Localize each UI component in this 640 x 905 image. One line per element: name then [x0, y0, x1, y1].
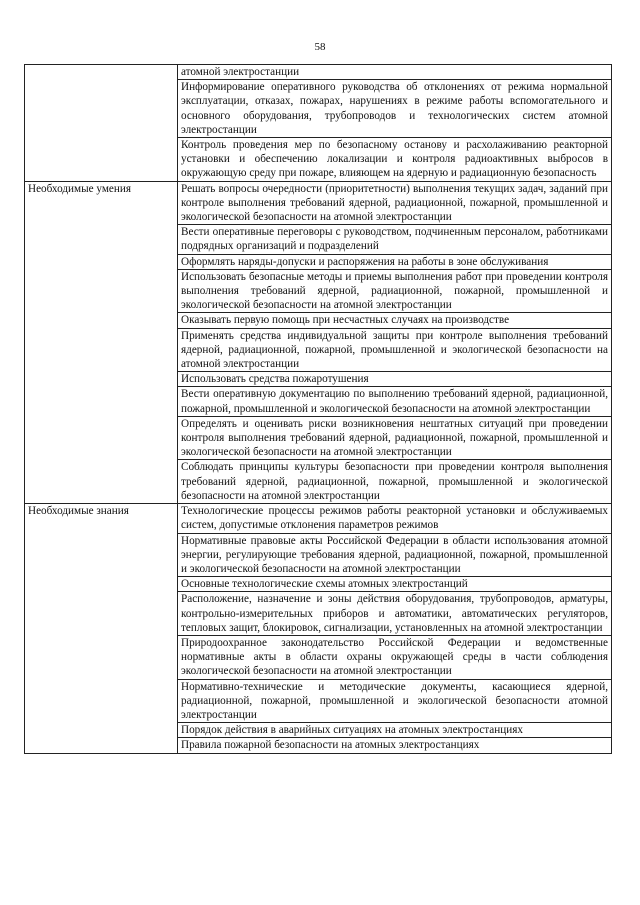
requirement-item: Применять средства индивидуальной защиты при контроле выполнения требований ядерной, радиационной, пожарной, промышленной и экологической безопасности на атомной электростанции — [178, 328, 612, 372]
requirement-item: Вести оперативные переговоры с руководством, подчиненным персоналом, работниками подрядных организаций и подразделений — [178, 225, 612, 254]
requirement-item: Оформлять наряды-допуски и распоряжения на работы в зоне обслуживания — [178, 254, 612, 269]
section-label — [25, 65, 178, 182]
requirement-item: Порядок действия в аварийных ситуациях на атомных электростанциях — [178, 723, 612, 738]
requirement-item: Основные технологические схемы атомных электростанций — [178, 577, 612, 592]
requirement-item: Решать вопросы очередности (приоритетности) выполнения текущих задач, заданий при контроле выполнения требований ядерной, радиационной, пожарной, промышленной и экологической безопасности на атомной электростанции — [178, 181, 612, 225]
requirements-table-body — [25, 65, 612, 754]
requirement-item: Нормативные правовые акты Российской Федерации в области использования атомной энергии, регулирующие требования ядерной, радиационной, пожарной, промышленной и экологической безопасности на атомной электростанции — [178, 533, 612, 577]
requirement-item: Природоохранное законодательство Российской Федерации и ведомственные нормативные акты в области охраны окружающей среды в части соблюдения экологической безопасности на атомной электростанции — [178, 635, 612, 679]
requirement-item: Использовать средства пожаротушения — [178, 372, 612, 387]
requirement-item: Контроль проведения мер по безопасному останову и расхолаживанию реакторной установки и обеспечению локализации и контроля радиоактивных выбросов в окружающую среду при пожаре, влияющем на ядерную и радиационную безопасность — [178, 138, 612, 182]
section-label: Необходимые умения — [25, 181, 178, 503]
requirement-item: Соблюдать принципы культуры безопасности при проведении контроля выполнения требований ядерной, радиационной, пожарной, промышленной и экологической безопасности на атомной электростанции — [178, 460, 612, 504]
requirement-item: Расположение, назначение и зоны действия оборудования, трубопроводов, арматуры, контрольно-измерительных приборов и автоматики, автоматических регуляторов, тепловых защит, блокировок, сигнализации, установленных на атомной электростанции — [178, 592, 612, 636]
requirement-item: Правила пожарной безопасности на атомных электростанциях — [178, 738, 612, 753]
requirement-item: Оказывать первую помощь при несчастных случаях на производстве — [178, 313, 612, 328]
page-number: 58 — [314, 41, 326, 53]
requirement-item: Использовать безопасные методы и приемы выполнения работ при проведении контроля выполнения требований ядерной, радиационной, пожарной, промышленной и экологической безопасности на атомной электростанции — [178, 269, 612, 313]
section-label: Необходимые знания — [25, 504, 178, 753]
requirement-item: Определять и оценивать риски возникновения нештатных ситуаций при проведении контроля выполнения требований ядерной, радиационной, пожарной, промышленной и экологической безопасности на атомной электростанции — [178, 416, 612, 460]
requirement-item: Технологические процессы режимов работы реакторной установки и обслуживаемых систем, допустимые отклонения параметров режимов — [178, 504, 612, 533]
table-row — [25, 181, 612, 225]
requirements-table — [24, 64, 612, 754]
requirement-item: Нормативно-технические и методические документы, касающиеся ядерной, радиационной, пожарной, промышленной и экологической безопасности атомной электростанции — [178, 679, 612, 723]
requirement-item: Информирование оперативного руководства об отклонениях от режима нормальной эксплуатации, отказах, пожарах, нарушениях в режиме работы вспомогательного и основного оборудования, трубопроводов и технологических систем атомной электростанции — [178, 80, 612, 138]
requirement-item: Вести оперативную документацию по выполнению требований ядерной, радиационной, пожарной, промышленной и экологической безопасности на атомной электростанции — [178, 387, 612, 416]
requirement-item: атомной электростанции — [178, 65, 612, 80]
table-row — [25, 504, 612, 533]
table-row — [25, 65, 612, 80]
